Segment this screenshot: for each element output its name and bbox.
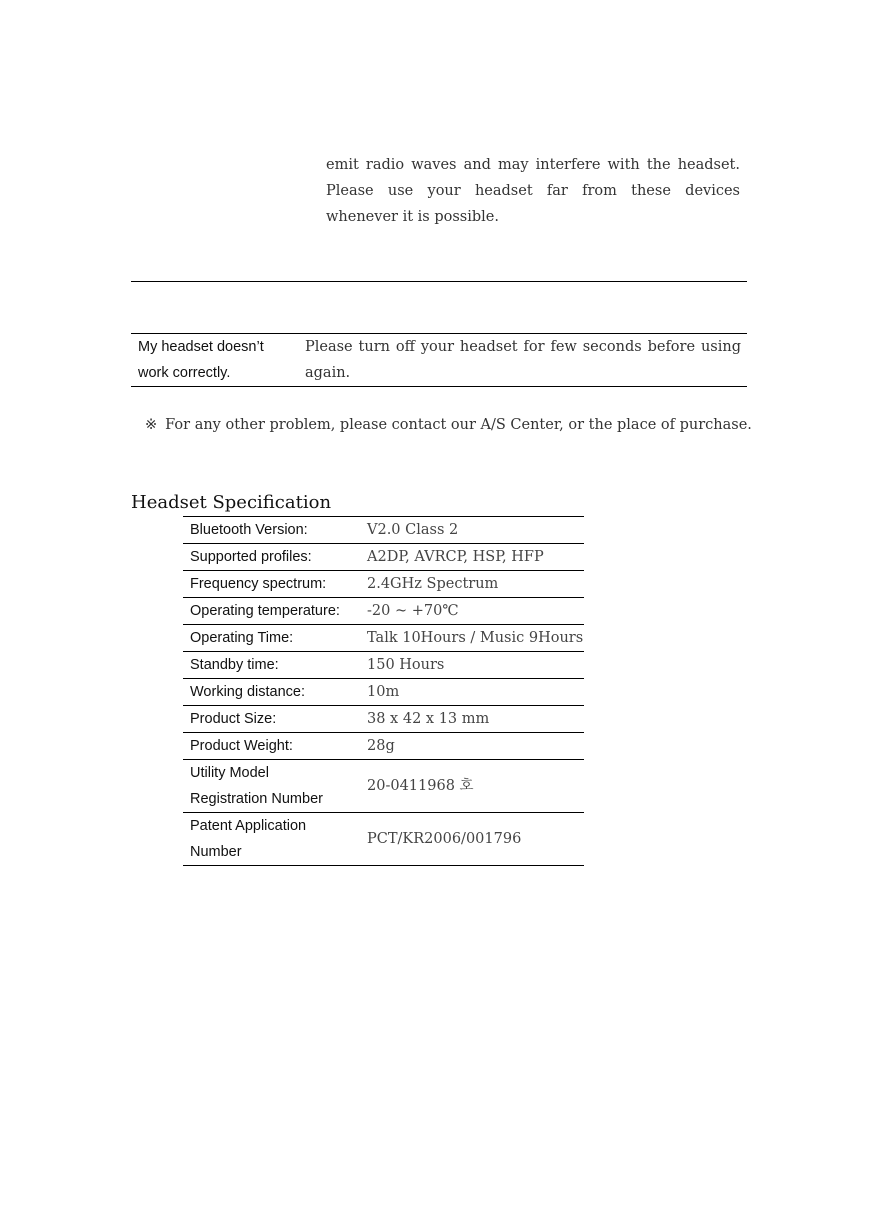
- spec-label: Operating Time:: [183, 625, 367, 652]
- spec-value: V2.0 Class 2: [367, 517, 584, 544]
- spec-label-line-1: Patent Application: [190, 818, 307, 834]
- reference-mark-icon: ※: [145, 417, 158, 433]
- spec-label: [183, 813, 367, 866]
- spec-title: Headset Specification: [131, 492, 332, 513]
- troubleshooting-answer: Please turn off your headset for few seconds before using again.: [305, 339, 741, 381]
- spec-value: 10m: [367, 679, 584, 706]
- spec-row: [183, 544, 584, 571]
- spec-row: [183, 598, 584, 625]
- spec-row: [183, 625, 584, 652]
- spec-row: [183, 652, 584, 679]
- spec-row: [183, 733, 584, 760]
- spec-value: A2DP, AVRCP, HSP, HFP: [367, 544, 584, 571]
- spec-table: [183, 516, 584, 866]
- spec-label: Frequency spectrum:: [183, 571, 367, 598]
- spec-label: [183, 760, 367, 813]
- contact-note: [145, 412, 752, 438]
- spec-value: PCT/KR2006/001796: [367, 813, 584, 866]
- spec-row: [183, 679, 584, 706]
- spec-row: [183, 571, 584, 598]
- spec-label-line-2: Registration Number: [190, 791, 323, 807]
- spec-value: 2.4GHz Spectrum: [367, 571, 584, 598]
- troubleshooting-question: [131, 334, 305, 386]
- question-line-2: work correctly.: [138, 365, 231, 381]
- contact-note-text: For any other problem, please contact our A/S Center, or the place of purchase.: [165, 417, 752, 433]
- troubleshooting-row: [131, 333, 747, 387]
- question-line-1: My headset doesn’t: [138, 339, 264, 355]
- spec-value: Talk 10Hours / Music 9Hours: [367, 625, 584, 652]
- spec-label: Operating temperature:: [183, 598, 367, 625]
- spec-value: 28g: [367, 733, 584, 760]
- spec-label: Working distance:: [183, 679, 367, 706]
- spec-row: [183, 517, 584, 544]
- spec-label-line-1: Utility Model: [190, 765, 269, 781]
- spec-label: Product Size:: [183, 706, 367, 733]
- section-divider: [131, 281, 747, 282]
- spec-label: Supported profiles:: [183, 544, 367, 571]
- spec-label: Bluetooth Version:: [183, 517, 367, 544]
- spec-value: 38 x 42 x 13 mm: [367, 706, 584, 733]
- spec-label: Standby time:: [183, 652, 367, 679]
- spec-row: [183, 813, 584, 866]
- spec-row: [183, 760, 584, 813]
- spec-row: [183, 706, 584, 733]
- spec-value: 20-0411968 호: [367, 760, 584, 813]
- spec-label-line-2: Number: [190, 844, 242, 860]
- spec-label: Product Weight:: [183, 733, 367, 760]
- spec-value: 150 Hours: [367, 652, 584, 679]
- intro-paragraph: emit radio waves and may interfere with the headset. Please use your headset far from these devices whenever it is possible.: [326, 157, 740, 225]
- spec-value: -20 ~ +70℃: [367, 598, 584, 625]
